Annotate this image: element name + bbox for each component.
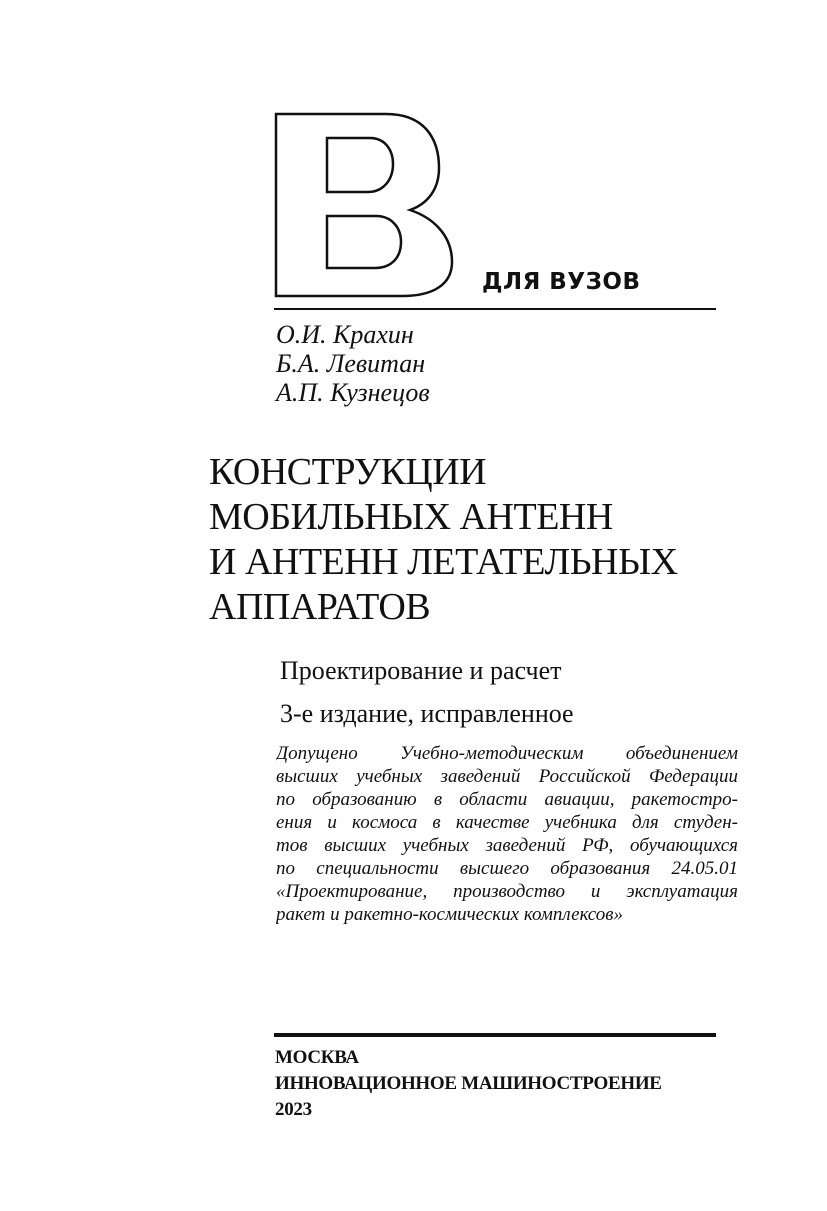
author-name: А.П. Кузнецов	[276, 378, 430, 407]
top-divider	[274, 308, 716, 310]
imprint	[275, 1045, 662, 1123]
bottom-divider	[274, 1033, 716, 1037]
title-line: МОБИЛЬНЫХ АНТЕНН	[209, 496, 613, 538]
author-name: Б.А. Левитан	[276, 349, 426, 378]
book-title	[209, 450, 678, 630]
approval-line: по специальности высшего образования 24.05.01	[276, 858, 738, 879]
approval-line: ракет и ракетно-космических комплексов»	[276, 904, 623, 925]
approval-line: высших учебных заведений Российской Федерации	[276, 766, 738, 787]
series-label: ДЛЯ ВУЗОВ	[482, 269, 641, 295]
imprint-year: 2023	[275, 1099, 312, 1120]
imprint-city: МОСКВА	[275, 1047, 359, 1068]
publisher-logo-b	[274, 112, 454, 298]
book-subtitle: Проектирование и расчет	[280, 656, 562, 685]
approval-line: тов высших учебных заведений РФ, обучающихся	[276, 835, 738, 856]
edition-note: 3-е издание, исправленное	[280, 699, 574, 728]
author-name: О.И. Крахин	[276, 320, 414, 349]
approval-line: по образованию в области авиации, ракетостро-	[276, 789, 738, 810]
title-line: КОНСТРУКЦИИ	[209, 451, 487, 493]
approval-line: «Проектирование, производство и эксплуатация	[276, 881, 738, 902]
approval-line: Допущено Учебно-методическим объединением	[276, 743, 738, 764]
imprint-publisher: ИННОВАЦИОННОЕ МАШИНОСТРОЕНИЕ	[275, 1073, 662, 1094]
approval-line: ения и космоса в качестве учебника для студен-	[276, 812, 738, 833]
approval-statement	[276, 742, 738, 926]
title-line: АППАРАТОВ	[209, 586, 431, 628]
authors-list	[276, 320, 430, 407]
title-line: И АНТЕНН ЛЕТАТЕЛЬНЫХ	[209, 541, 678, 583]
